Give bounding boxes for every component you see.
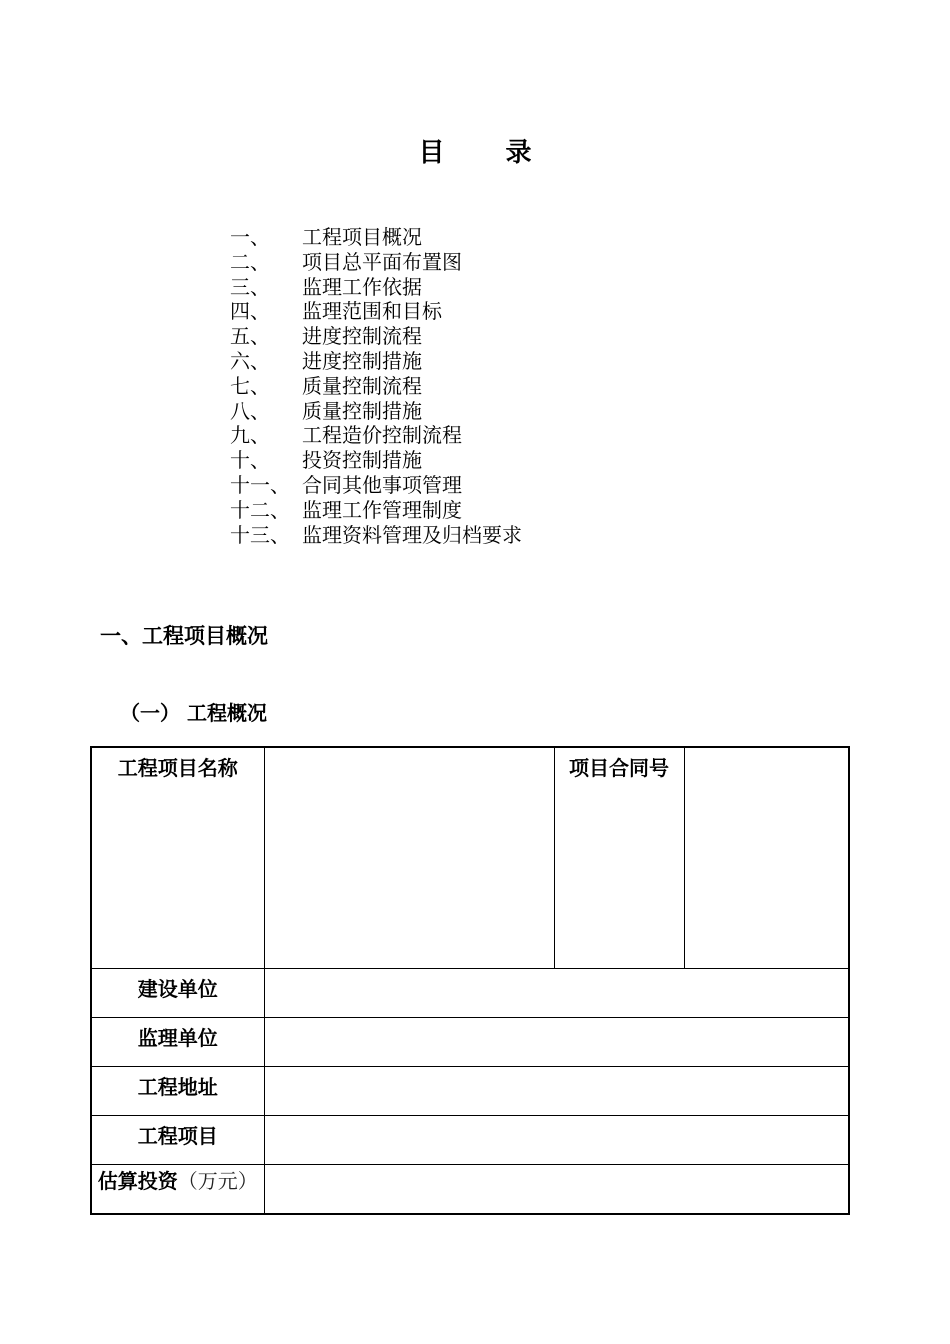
toc-item-number: 六、 <box>230 348 270 373</box>
toc-item-label: 工程造价控制流程 <box>302 423 462 448</box>
page-title: 目 录 <box>418 138 558 168</box>
toc-item-number: 十三、 <box>230 522 290 547</box>
toc-item-number: 一、 <box>230 225 270 249</box>
toc-item-number: 十二、 <box>230 497 290 522</box>
toc-item[interactable] <box>230 225 522 250</box>
toc-item[interactable] <box>230 324 522 349</box>
toc-item-label: 投资控制措施 <box>302 448 422 473</box>
toc-item-label: 监理资料管理及归档要求 <box>302 522 522 547</box>
project-item-value[interactable] <box>264 1115 849 1164</box>
toc-item[interactable] <box>230 523 522 548</box>
toc-item-label: 工程项目概况 <box>302 225 422 249</box>
estimated-investment-label <box>91 1164 264 1214</box>
contract-no-value[interactable] <box>684 747 849 968</box>
toc-item-number: 五、 <box>230 324 270 349</box>
toc-item-number: 三、 <box>230 274 270 299</box>
toc-item-label: 项目总平面布置图 <box>302 249 462 274</box>
toc-item-number: 九、 <box>230 423 270 448</box>
toc-item-label: 质量控制措施 <box>302 398 422 423</box>
toc-item[interactable] <box>230 423 522 448</box>
toc-item-number: 四、 <box>230 299 270 324</box>
project-address-label: 工程地址 <box>91 1066 264 1115</box>
investment-label-text: 估算投资 <box>97 1168 178 1193</box>
toc-item[interactable] <box>230 299 522 324</box>
construction-unit-value[interactable] <box>264 968 849 1017</box>
section-heading: 一、工程项目概况 <box>100 624 268 648</box>
toc-item[interactable] <box>230 349 522 374</box>
toc-item[interactable] <box>230 448 522 473</box>
table-of-contents <box>230 225 522 547</box>
toc-item-number: 二、 <box>230 249 270 274</box>
toc-item[interactable] <box>230 250 522 275</box>
sub-heading: （一） 工程概况 <box>120 701 267 725</box>
toc-item[interactable] <box>230 374 522 399</box>
toc-item-label: 监理工作管理制度 <box>302 497 462 522</box>
project-item-label: 工程项目 <box>91 1115 264 1164</box>
toc-item[interactable] <box>230 473 522 498</box>
project-name-value[interactable] <box>264 747 554 968</box>
toc-item-label: 进度控制措施 <box>302 348 422 373</box>
toc-item-label: 合同其他事项管理 <box>302 472 462 497</box>
toc-item[interactable] <box>230 498 522 523</box>
table-row <box>91 1164 849 1214</box>
toc-item-number: 十、 <box>230 448 270 473</box>
toc-item-number: 八、 <box>230 398 270 423</box>
project-address-value[interactable] <box>264 1066 849 1115</box>
contract-no-label: 项目合同号 <box>554 747 684 968</box>
toc-item-label: 质量控制流程 <box>302 373 422 398</box>
toc-item-label: 监理工作依据 <box>302 274 422 299</box>
estimated-investment-value[interactable] <box>264 1164 849 1214</box>
table-row <box>91 1017 849 1066</box>
project-name-label: 工程项目名称 <box>91 747 264 968</box>
table-row <box>91 1115 849 1164</box>
table-row <box>91 968 849 1017</box>
toc-item-label: 监理范围和目标 <box>302 299 442 324</box>
supervision-unit-label: 监理单位 <box>91 1017 264 1066</box>
investment-label-unit: （万元） <box>177 1168 258 1193</box>
toc-item-label: 进度控制流程 <box>302 324 422 349</box>
table-row <box>91 1066 849 1115</box>
supervision-unit-value[interactable] <box>264 1017 849 1066</box>
toc-item-number: 七、 <box>230 373 270 398</box>
table-row <box>91 747 849 968</box>
project-overview-table <box>90 746 850 1215</box>
toc-item[interactable] <box>230 399 522 424</box>
toc-item[interactable] <box>230 275 522 300</box>
construction-unit-label: 建设单位 <box>91 968 264 1017</box>
toc-item-number: 十一、 <box>230 472 290 497</box>
